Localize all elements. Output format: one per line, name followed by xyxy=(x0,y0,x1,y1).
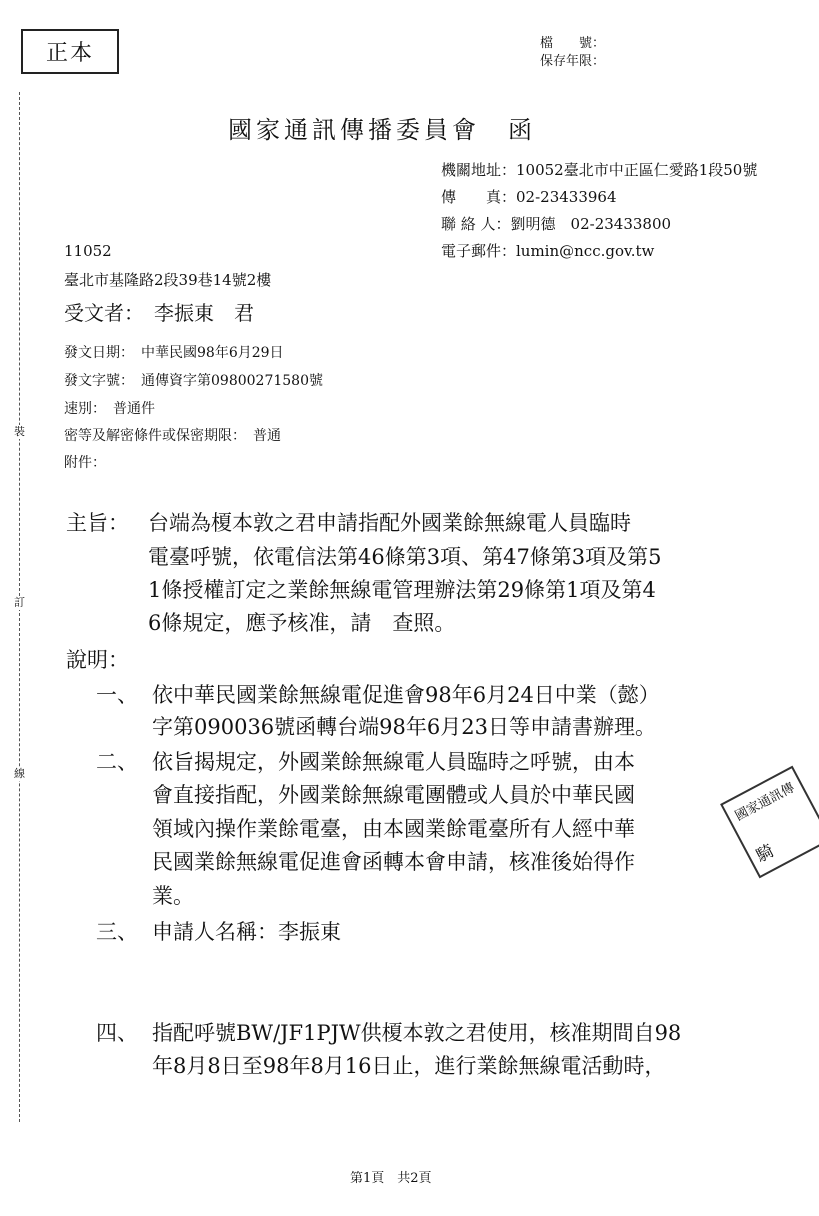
item-line: 領域內操作業餘電臺，由本國業餘電臺所有人經中華 xyxy=(152,817,635,841)
subject-line: 台端為榎本敦之君申請指配外國業餘無線電人員臨時 xyxy=(148,511,631,535)
delivery-speed: 速別： 普通件 xyxy=(64,401,155,417)
item-line: 指配呼號BW/JF1PJW供榎本敦之君使用，核准期間自98 xyxy=(152,1021,682,1045)
subject-line: 6條規定，應予核准，請 查照。 xyxy=(148,611,456,635)
item-number: 四、 xyxy=(96,1021,138,1045)
issue-date: 發文日期： 中華民國98年6月29日 xyxy=(64,345,284,361)
item-number: 二、 xyxy=(96,750,138,774)
original-copy-stamp: 正本 xyxy=(21,29,119,74)
binding-label-staple: 訂 xyxy=(14,596,25,609)
subject-line: 電臺呼號，依電信法第46條第3項、第47條第3項及第5 xyxy=(148,545,662,569)
official-seal-stamp xyxy=(720,766,819,879)
item-line: 依中華民國業餘無線電促進會98年6月24日中業（懿） xyxy=(152,683,660,707)
subject-line: 1條授權訂定之業餘無線電管理辦法第29條第1項及第4 xyxy=(148,578,656,602)
seal-text: 國家通訊傳 xyxy=(732,780,798,825)
item-number: 一、 xyxy=(96,683,138,707)
binding-label-line: 線 xyxy=(14,767,25,780)
document-number: 發文字號： 通傳資字第09800271580號 xyxy=(64,373,323,389)
attachments: 附件： xyxy=(64,455,106,471)
file-number-label: 檔 號： xyxy=(540,36,606,51)
page-number: 第1頁 共2頁 xyxy=(350,1171,432,1186)
recipient-postcode: 11052 xyxy=(64,242,112,260)
recipient-address: 臺北市基隆路2段39巷14號2樓 xyxy=(64,271,272,289)
binding-label-bind: 裝 xyxy=(14,425,25,438)
seal-text: 騎 xyxy=(752,840,778,867)
item-line: 申請人名稱：李振東 xyxy=(152,920,341,944)
document-title: 國家通訊傳播委員會 函 xyxy=(228,116,536,144)
subject-label: 主旨： xyxy=(66,511,129,535)
item-line: 年8月8日至98年8月16日止，進行業餘無線電活動時， xyxy=(152,1054,666,1078)
item-line: 會直接指配，外國業餘無線電團體或人員於中華民國 xyxy=(152,783,635,807)
item-line: 依旨揭規定，外國業餘無線電人員臨時之呼號，由本 xyxy=(152,750,635,774)
recipient-name: 受文者： 李振東 君 xyxy=(64,301,254,325)
retention-period-label: 保存年限： xyxy=(540,54,606,69)
agency-contact: 聯 絡 人：劉明德 02-23433800 xyxy=(441,215,672,233)
item-line: 字第090036號函轉台端98年6月23日等申請書辦理。 xyxy=(152,715,656,739)
agency-fax: 傳 真：02-23433964 xyxy=(441,188,617,206)
item-number: 三、 xyxy=(96,920,138,944)
security-level: 密等及解密條件或保密期限： 普通 xyxy=(64,428,281,444)
agency-address: 機關地址：10052臺北市中正區仁愛路1段50號 xyxy=(441,161,758,179)
item-line: 業。 xyxy=(152,884,194,908)
explanation-label: 說明： xyxy=(66,648,129,672)
agency-email: 電子郵件：lumin@ncc.gov.tw xyxy=(441,242,655,260)
item-line: 民國業餘無線電促進會函轉本會申請，核准後始得作 xyxy=(152,850,635,874)
